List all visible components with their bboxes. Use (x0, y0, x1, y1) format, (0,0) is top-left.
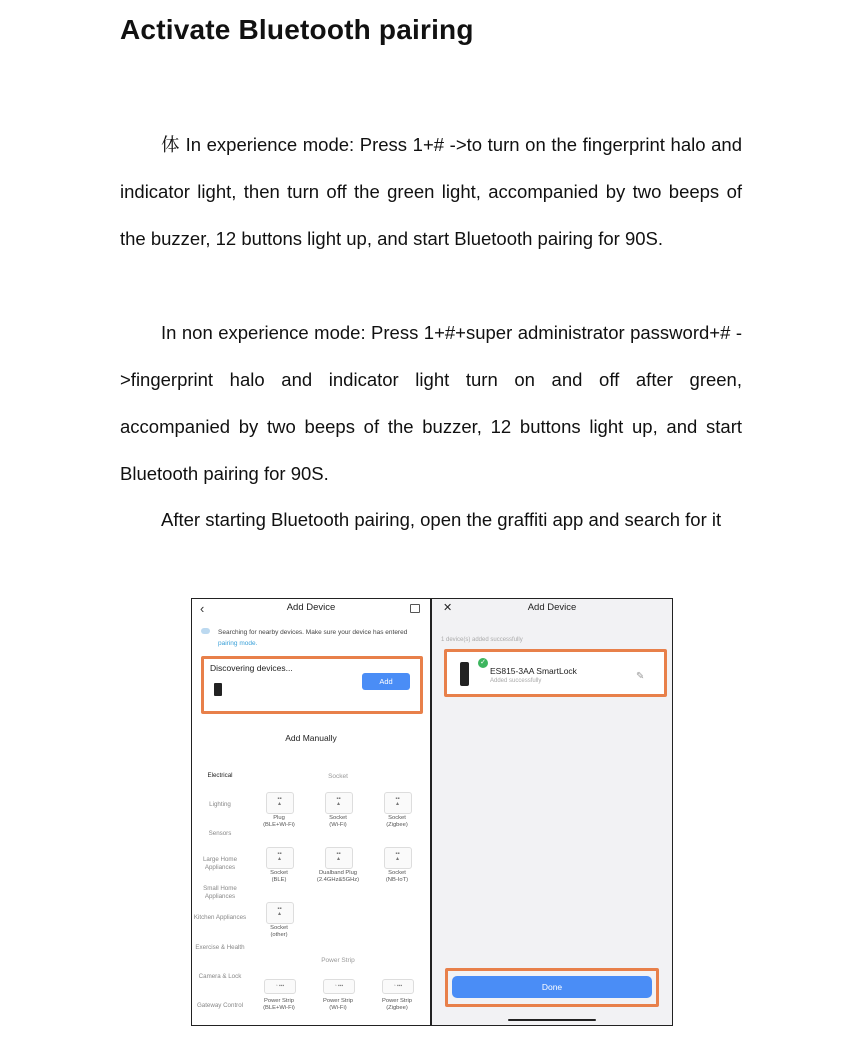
back-icon[interactable]: ‹ (200, 601, 205, 616)
screen-title: Add Device (286, 602, 336, 613)
paragraph-experience-mode (120, 121, 742, 262)
screenshot-add-device-done (431, 598, 673, 1026)
category-sensors[interactable]: Sensors (208, 830, 232, 837)
power-strip-label: Power Strip (Zigbee) (382, 998, 412, 1011)
search-hint: Searching for nearby devices. Make sure your device has entered pairing mode. (218, 629, 408, 647)
screenshot-add-device-search (191, 598, 431, 1026)
paragraph-lead-char: 体 (161, 134, 180, 155)
power-strip-tile[interactable]: ▫ ▪▪▪ (382, 979, 414, 994)
socket-label: Plug (BLE+Wi-Fi) (263, 815, 295, 828)
paragraph-text: In experience mode: Press 1+# ->to turn on the fingerprint halo and indicator light, then turn off the green light, accompanied by two beeps of the buzzer, 12 buttons light up, and start Bluetooth pairing for 90S. (120, 134, 742, 249)
category-gateway-control[interactable]: Gateway Control (196, 1002, 244, 1009)
socket-label: Socket (Zigbee) (386, 815, 408, 828)
socket-icon: ▪▪ ▴ (277, 851, 282, 862)
socket-tile[interactable] (266, 902, 294, 924)
socket-label: Dualband Plug (2.4GHz&5GHz) (316, 870, 360, 883)
paragraph-non-experience-mode: In non experience mode: Press 1+#+super administrator password+# ->fingerprint halo and indicator light turn on and off after green, accompanied by two beeps of the buzzer, 12 buttons light up, and start Bluetooth pairing for 90S. (120, 322, 742, 484)
pairing-mode-link[interactable]: pairing mode. (218, 640, 258, 647)
check-icon: ✓ (478, 658, 488, 668)
power-strip-label: Power Strip (BLE+Wi-Fi) (263, 998, 295, 1011)
socket-tile[interactable] (384, 847, 412, 869)
socket-label: Socket (NB-IoT) (385, 870, 409, 883)
socket-label: Socket (other) (270, 925, 288, 938)
socket-label: Socket (Wi-Fi) (329, 815, 347, 828)
add-button[interactable]: Add (362, 673, 410, 690)
done-button[interactable]: Done (452, 976, 652, 998)
cloud-icon (201, 628, 210, 634)
category-small-home-appliances[interactable]: Small Home Appliances (203, 885, 237, 900)
category-large-home-appliances[interactable]: Large Home Appliances (202, 856, 238, 871)
socket-tile[interactable] (325, 847, 353, 869)
add-manually-heading: Add Manually (285, 733, 337, 743)
category-lighting[interactable]: Lighting (209, 801, 231, 808)
device-status: Added successfully (490, 678, 542, 684)
socket-icon: ▪▪ ▴ (336, 851, 341, 862)
paragraph-open-app: After starting Bluetooth pairing, open the graffiti app and search for it (161, 509, 722, 530)
socket-icon: ▪▪ ▴ (395, 851, 400, 862)
home-indicator (508, 1019, 596, 1021)
lock-device-icon (214, 683, 222, 696)
smartlock-icon (460, 662, 469, 686)
power-strip-tile[interactable]: ▫ ▪▪▪ (323, 979, 355, 994)
socket-tile[interactable] (325, 792, 353, 814)
page-title: Activate Bluetooth pairing (120, 14, 474, 45)
socket-tile[interactable] (384, 792, 412, 814)
socket-label: Socket (BLE) (270, 870, 288, 883)
category-kitchen-appliances[interactable]: Kitchen Appliances (193, 914, 247, 921)
power-strip-header: Power Strip (321, 957, 355, 964)
discovering-label: Discovering devices... (210, 663, 293, 673)
category-camera-lock[interactable]: Camera & Lock (198, 973, 242, 980)
socket-icon: ▪▪ ▴ (277, 796, 282, 807)
socket-icon: ▪▪ ▴ (336, 796, 341, 807)
socket-tile[interactable] (266, 792, 294, 814)
socket-icon: ▪▪ ▴ (277, 906, 282, 917)
socket-icon: ▪▪ ▴ (395, 796, 400, 807)
category-exercise-health[interactable]: Exercise & Health (195, 944, 245, 951)
added-count: 1 device(s) added successfully (441, 637, 523, 643)
power-strip-label: Power Strip (Wi-Fi) (323, 998, 353, 1011)
socket-header: Socket (328, 773, 348, 780)
power-strip-tile[interactable]: ▫ ▪▪▪ (264, 979, 296, 994)
scan-icon[interactable] (410, 604, 420, 613)
screen-title: Add Device (527, 602, 577, 613)
category-electrical[interactable]: Electrical (207, 772, 233, 779)
close-icon[interactable]: ✕ (443, 602, 453, 614)
socket-tile[interactable] (266, 847, 294, 869)
device-name: ES815-3AA SmartLock (490, 666, 577, 676)
edit-icon[interactable]: ✎ (636, 671, 645, 682)
